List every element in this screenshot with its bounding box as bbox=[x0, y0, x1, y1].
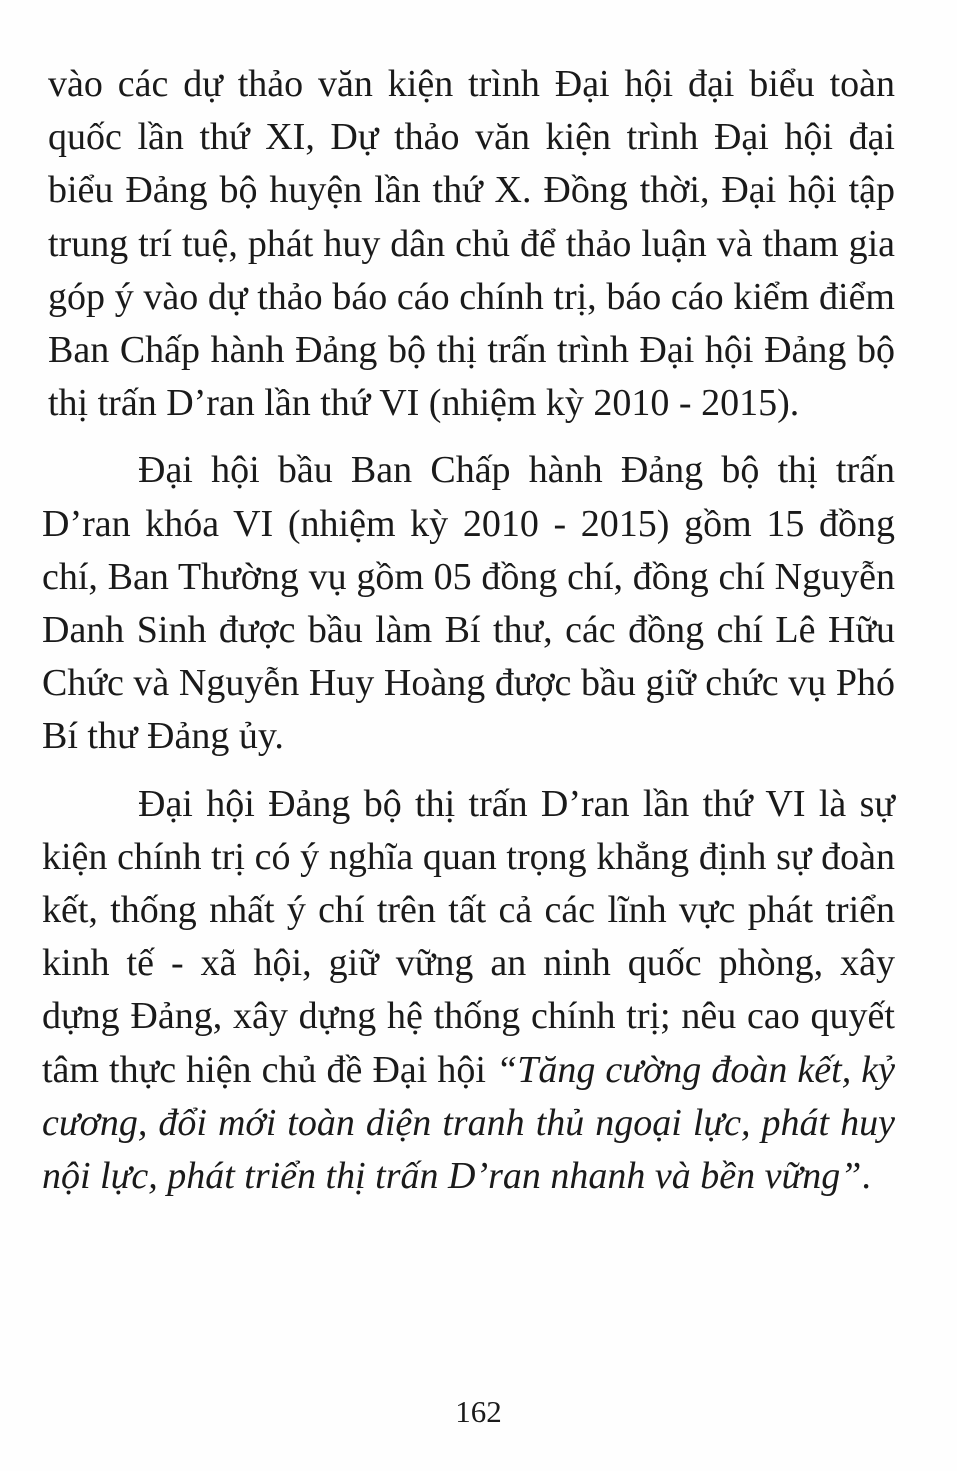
paragraph-1: vào các dự thảo văn kiện trình Đại hội đại biểu toàn quốc lần thứ XI, Dự thảo văn kiện trình Đại hội đại biểu Đảng bộ huyện lần thứ X. Đồng thời, Đại hội tập trung trí tuệ, phát huy dân chủ để thảo luận và tham gia góp ý vào dự thảo báo cáo chính trị, báo cáo kiểm điểm Ban Chấp hành Đảng bộ thị trấn trình Đại hội Đảng bộ thị trấn D’ran lần thứ VI (nhiệm kỳ 2010 - 2015). bbox=[48, 63, 895, 425]
page-number: 162 bbox=[455, 1394, 502, 1429]
paragraph-3 bbox=[42, 778, 895, 1204]
congress-theme-quote: “Tăng cường đoàn kết, kỷ cương, đổi mới toàn diện tranh thủ ngoại lực, phát huy nội lực, phát triển thị trấn D’ran nhanh và bền vững” bbox=[42, 1048, 895, 1198]
body-text bbox=[42, 58, 895, 1203]
paragraph-2: Đại hội bầu Ban Chấp hành Đảng bộ thị trấn D’ran khóa VI (nhiệm kỳ 2010 - 2015) gồm 15 đồng chí, Ban Thường vụ gồm 05 đồng chí, đồng chí Nguyễn Danh Sinh được bầu làm Bí thư, các đồng chí Lê Hữu Chức và Nguyễn Huy Hoàng được bầu giữ chức vụ Phó Bí thư Đảng ủy. bbox=[42, 449, 895, 758]
paragraph-3-text: Đại hội Đảng bộ thị trấn D’ran lần thứ VI là sự kiện chính trị có ý nghĩa quan trọng khẳng định sự đoàn kết, thống nhất ý chí trên tất cả các lĩnh vực phát triển kinh tế - xã hội, giữ vững an ninh quốc phòng, xây dựng Đảng, xây dựng hệ thống chính trị; nêu cao quyết tâm thực hiện chủ đề Đại hội bbox=[42, 782, 895, 1091]
paragraph-3-end: . bbox=[861, 1155, 871, 1198]
